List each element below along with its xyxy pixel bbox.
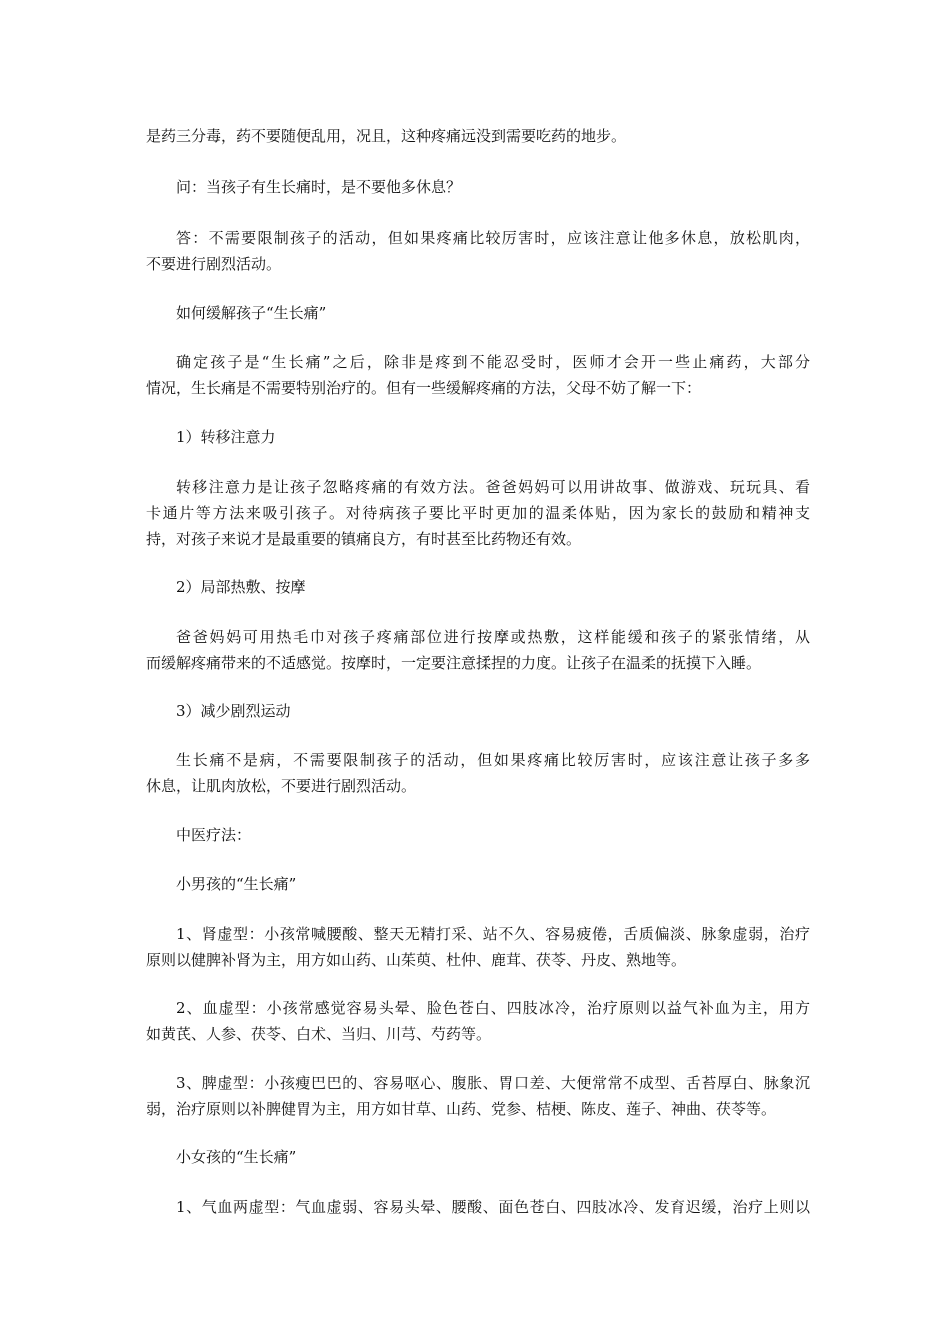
paragraph-less-exercise (146, 747, 810, 799)
text-line: 生长痛不是病，不需要限制孩子的活动，但如果疼痛比较厉害时，应该注意让孩子多多 (176, 751, 810, 769)
text-line: 3）减少剧烈运动 (176, 702, 291, 720)
paragraph-medicine-caution (146, 123, 810, 149)
text-line: 弱，治疗原则以补脾健胃为主，用方如甘草、山药、党参、桔梗、陈皮、莲子、神曲、茯苓等。 (146, 1100, 777, 1118)
method-heading-massage (146, 574, 810, 600)
text-line: 3、脾虚型：小孩瘦巴巴的、容易呕心、腹胀、胃口差、大便常常不成型、舌苔厚白、脉象沉 (176, 1074, 810, 1092)
text-line: 确定孩子是“生长痛”之后，除非是疼到不能忍受时，医师才会开一些止痛药，大部分 (176, 353, 810, 371)
question-rest (146, 174, 810, 200)
text-line: 是药三分毒，药不要随便乱用，况且，这种疼痛远没到需要吃药的地步。 (146, 127, 627, 145)
text-line: 答：不需要限制孩子的活动，但如果疼痛比较厉害时，应该注意让他多休息，放松肌肉， (176, 229, 810, 247)
text-line: 2）局部热敷、按摩 (176, 578, 306, 596)
text-line: 不要进行剧烈活动。 (146, 255, 282, 273)
text-line: 如何缓解孩子“生长痛” (176, 304, 327, 322)
text-line: 1、气血两虚型：气血虚弱、容易头晕、腰酸、面色苍白、四肢冰冷、发育迟缓，治疗上则以 (176, 1198, 810, 1216)
paragraph-distraction (146, 474, 810, 552)
text-line: 小男孩的“生长痛” (176, 875, 297, 893)
paragraph-diagnosis (146, 349, 810, 401)
subheading-girls (146, 1144, 810, 1170)
text-line: 问：当孩子有生长痛时，是不要他多休息？ (176, 178, 462, 196)
text-line: 情况，生长痛是不需要特别治疗的。但有一些缓解疼痛的方法，父母不妨了解一下： (146, 379, 702, 397)
section-heading-relief (146, 300, 810, 326)
text-line: 爸爸妈妈可用热毛巾对孩子疼痛部位进行按摩或热敷，这样能缓和孩子的紧张情绪，从 (176, 628, 810, 646)
text-line: 2、血虚型：小孩常感觉容易头晕、脸色苍白、四肢冰冷，治疗原则以益气补血为主，用方 (176, 999, 810, 1017)
text-line: 1）转移注意力 (176, 428, 276, 446)
paragraph-kidney-deficiency (146, 921, 810, 973)
method-heading-distraction (146, 424, 810, 450)
text-line: 中医疗法： (176, 826, 252, 844)
paragraph-blood-deficiency (146, 995, 810, 1047)
method-heading-less-exercise (146, 698, 810, 724)
text-line: 休息，让肌肉放松，不要进行剧烈活动。 (146, 777, 417, 795)
text-line: 1、肾虚型：小孩常喊腰酸、整天无精打采、站不久、容易疲倦，舌质偏淡、脉象虚弱，治疗 (176, 925, 810, 943)
paragraph-spleen-deficiency (146, 1070, 810, 1122)
text-line: 原则以健脾补肾为主，用方如山药、山茱萸、杜仲、鹿茸、茯苓、丹皮、熟地等。 (146, 951, 687, 969)
answer-rest (146, 225, 810, 277)
subheading-boys (146, 871, 810, 897)
text-line: 持，对孩子来说才是最重要的镇痛良方，有时甚至比药物还有效。 (146, 530, 582, 548)
text-line: 小女孩的“生长痛” (176, 1148, 297, 1166)
section-heading-tcm (146, 822, 810, 848)
text-line: 卡通片等方法来吸引孩子。对待病孩子要比平时更加的温柔体贴，因为家长的鼓励和精神支 (146, 504, 810, 522)
paragraph-qi-blood-deficiency (146, 1194, 810, 1220)
text-line: 转移注意力是让孩子忽略疼痛的有效方法。爸爸妈妈可以用讲故事、做游戏、玩玩具、看 (176, 478, 810, 496)
paragraph-massage (146, 624, 810, 676)
text-line: 如黄芪、人参、茯苓、白术、当归、川芎、芍药等。 (146, 1025, 492, 1043)
text-line: 而缓解疼痛带来的不适感觉。按摩时，一定要注意揉捏的力度。让孩子在温柔的抚摸下入睡。 (146, 654, 762, 672)
